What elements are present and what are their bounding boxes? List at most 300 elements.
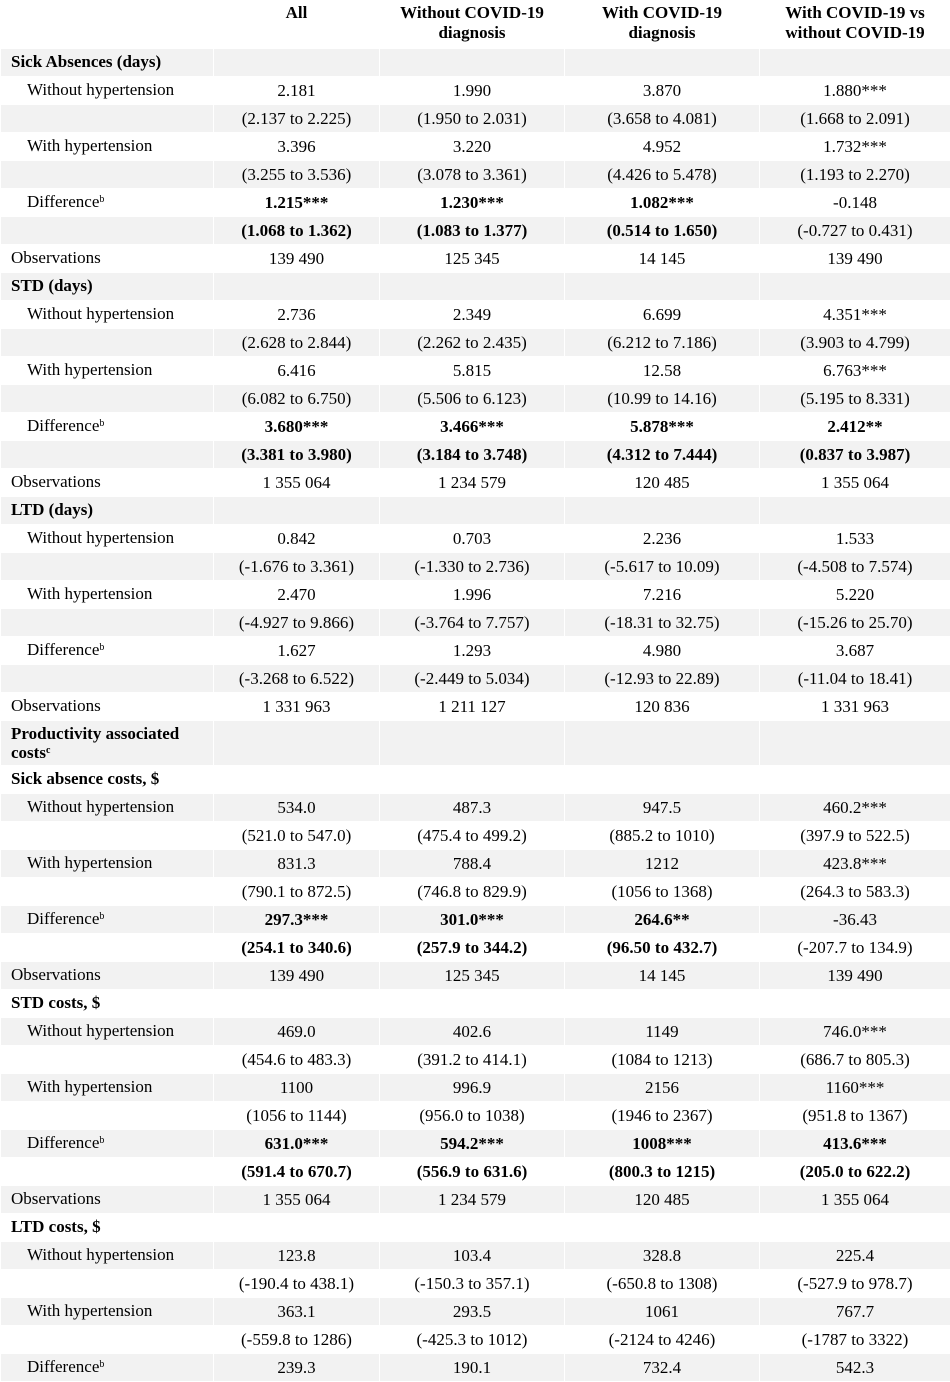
row-label <box>1 1018 214 1046</box>
row-label <box>1 1242 214 1270</box>
value-cell: (3.078 to 3.361) <box>380 161 565 189</box>
value-cell <box>760 273 950 301</box>
value-cell: (391.2 to 414.1) <box>380 1046 565 1074</box>
value-cell <box>565 990 760 1018</box>
table-row <box>1 133 950 161</box>
value-cell: 4.980 <box>565 637 760 665</box>
table-row <box>1 385 950 413</box>
header-row <box>1 1 950 49</box>
value-cell: 139 490 <box>214 245 380 273</box>
value-cell: 103.4 <box>380 1242 565 1270</box>
value-cell: 746.0*** <box>760 1018 950 1046</box>
value-cell: 469.0 <box>214 1018 380 1046</box>
value-cell: (951.8 to 1367) <box>760 1102 950 1130</box>
label-text: Observations <box>11 696 101 715</box>
table-row <box>1 1074 950 1102</box>
label-text: Difference <box>27 1133 99 1152</box>
label-text: Difference <box>27 909 99 928</box>
label-text: With hypertension <box>27 360 152 379</box>
table-row <box>1 665 950 693</box>
section-label <box>1 766 214 794</box>
value-cell: (3.255 to 3.536) <box>214 161 380 189</box>
value-cell: 2156 <box>565 1074 760 1102</box>
value-cell: 487.3 <box>380 794 565 822</box>
ci-label-cell <box>1 1270 214 1298</box>
header-cell-without-covid: Without COVID-19 diagnosis <box>380 1 565 49</box>
value-cell: 1100 <box>214 1074 380 1102</box>
label-text: Difference <box>27 640 99 659</box>
value-cell: (1.193 to 2.270) <box>760 161 950 189</box>
table-row <box>1 1242 950 1270</box>
value-cell: 297.3*** <box>214 906 380 934</box>
value-cell: (-425.3 to 1012) <box>380 1326 565 1354</box>
value-cell: 7.216 <box>565 581 760 609</box>
value-cell: 947.5 <box>565 794 760 822</box>
value-cell: (254.1 to 340.6) <box>214 934 380 962</box>
table-row <box>1 766 950 794</box>
difference-label <box>1 189 214 217</box>
value-cell: (-1787 to 3322) <box>760 1326 950 1354</box>
table-row <box>1 105 950 133</box>
value-cell: 5.878*** <box>565 413 760 441</box>
value-cell: 767.7 <box>760 1298 950 1326</box>
table-row <box>1 609 950 637</box>
ci-label-cell <box>1 553 214 581</box>
value-cell: (-559.8 to 1286) <box>214 1326 380 1354</box>
value-cell: (1.068 to 1.362) <box>214 217 380 245</box>
value-cell: 4.952 <box>565 133 760 161</box>
label-text: With hypertension <box>27 136 152 155</box>
value-cell: (-207.7 to 134.9) <box>760 934 950 962</box>
ci-label-cell <box>1 934 214 962</box>
value-cell: 6.699 <box>565 301 760 329</box>
table-row <box>1 1326 950 1354</box>
value-cell: 631.0*** <box>214 1130 380 1158</box>
value-cell: (-5.617 to 10.09) <box>565 553 760 581</box>
table-row <box>1 469 950 497</box>
value-cell: 788.4 <box>380 850 565 878</box>
value-cell <box>380 1214 565 1242</box>
value-cell: (1.950 to 2.031) <box>380 105 565 133</box>
row-label <box>1 1298 214 1326</box>
value-cell: 3.680*** <box>214 413 380 441</box>
table-row <box>1 301 950 329</box>
value-cell: 6.763*** <box>760 357 950 385</box>
label-text: Difference <box>27 1357 99 1376</box>
table-row <box>1 497 950 525</box>
row-label <box>1 581 214 609</box>
value-cell: (-1.676 to 3.361) <box>214 553 380 581</box>
value-cell: (-3.268 to 6.522) <box>214 665 380 693</box>
table-row <box>1 878 950 906</box>
table-row <box>1 245 950 273</box>
value-cell: (5.506 to 6.123) <box>380 385 565 413</box>
header-cell-comparison: With COVID-19 vs without COVID-19 <box>760 1 950 49</box>
observations-label <box>1 469 214 497</box>
table-row <box>1 1102 950 1130</box>
value-cell: (1056 to 1368) <box>565 878 760 906</box>
value-cell: (0.837 to 3.987) <box>760 441 950 469</box>
value-cell: 1 234 579 <box>380 469 565 497</box>
value-cell: 1.627 <box>214 637 380 665</box>
table-row <box>1 1158 950 1186</box>
value-cell: (956.0 to 1038) <box>380 1102 565 1130</box>
value-cell: (521.0 to 547.0) <box>214 822 380 850</box>
table-row <box>1 637 950 665</box>
table-row <box>1 1270 950 1298</box>
row-label <box>1 357 214 385</box>
ci-label-cell <box>1 329 214 357</box>
value-cell: 831.3 <box>214 850 380 878</box>
value-cell: (5.195 to 8.331) <box>760 385 950 413</box>
value-cell <box>760 766 950 794</box>
value-cell: 2.349 <box>380 301 565 329</box>
value-cell <box>565 721 760 766</box>
label-text: Difference <box>27 416 99 435</box>
value-cell: (-190.4 to 438.1) <box>214 1270 380 1298</box>
table-row <box>1 794 950 822</box>
table-row <box>1 1046 950 1074</box>
table-row <box>1 693 950 721</box>
table-row <box>1 906 950 934</box>
header-cell-all: All <box>214 1 380 49</box>
value-cell: (556.9 to 631.6) <box>380 1158 565 1186</box>
table-row <box>1 850 950 878</box>
value-cell: 125 345 <box>380 245 565 273</box>
value-cell: 534.0 <box>214 794 380 822</box>
value-cell: 5.220 <box>760 581 950 609</box>
value-cell: (-15.26 to 25.70) <box>760 609 950 637</box>
value-cell: 2.470 <box>214 581 380 609</box>
value-cell <box>214 721 380 766</box>
value-cell <box>380 766 565 794</box>
table-row <box>1 1130 950 1158</box>
value-cell: 225.4 <box>760 1242 950 1270</box>
value-cell <box>760 721 950 766</box>
ci-label-cell <box>1 161 214 189</box>
value-cell: (257.9 to 344.2) <box>380 934 565 962</box>
value-cell: 1.082*** <box>565 189 760 217</box>
value-cell: 1 331 963 <box>760 693 950 721</box>
value-cell: 0.703 <box>380 525 565 553</box>
label-text: Sick Absences (days) <box>11 52 161 71</box>
value-cell: 3.396 <box>214 133 380 161</box>
value-cell: (2.262 to 2.435) <box>380 329 565 357</box>
value-cell: (-527.9 to 978.7) <box>760 1270 950 1298</box>
value-cell: (-650.8 to 1308) <box>565 1270 760 1298</box>
value-cell <box>760 49 950 77</box>
label-text: Without hypertension <box>27 1021 174 1040</box>
ci-label-cell <box>1 105 214 133</box>
table-body <box>1 49 950 1382</box>
footnote-marker: b <box>99 1359 104 1370</box>
value-cell: (-4.927 to 9.866) <box>214 609 380 637</box>
label-text: With hypertension <box>27 584 152 603</box>
label-text: With hypertension <box>27 1301 152 1320</box>
value-cell: 14 145 <box>565 962 760 990</box>
value-cell: 2.236 <box>565 525 760 553</box>
value-cell: 1160*** <box>760 1074 950 1102</box>
section-label <box>1 497 214 525</box>
table-row <box>1 217 950 245</box>
value-cell: 120 485 <box>565 1186 760 1214</box>
footnote-marker: c <box>46 745 50 756</box>
value-cell: 413.6*** <box>760 1130 950 1158</box>
ci-label-cell <box>1 1326 214 1354</box>
value-cell: (2.137 to 2.225) <box>214 105 380 133</box>
table-row <box>1 441 950 469</box>
value-cell: (6.212 to 7.186) <box>565 329 760 357</box>
value-cell: -36.43 <box>760 906 950 934</box>
value-cell: (800.3 to 1215) <box>565 1158 760 1186</box>
table-row <box>1 161 950 189</box>
value-cell: (-18.31 to 32.75) <box>565 609 760 637</box>
row-label <box>1 1074 214 1102</box>
value-cell <box>760 497 950 525</box>
label-text: Observations <box>11 1189 101 1208</box>
value-cell: 1.732*** <box>760 133 950 161</box>
value-cell: (264.3 to 583.3) <box>760 878 950 906</box>
difference-label <box>1 413 214 441</box>
value-cell: (-1.330 to 2.736) <box>380 553 565 581</box>
table-row <box>1 329 950 357</box>
table-row <box>1 357 950 385</box>
value-cell: (686.7 to 805.3) <box>760 1046 950 1074</box>
value-cell: 3.870 <box>565 77 760 105</box>
value-cell: 4.351*** <box>760 301 950 329</box>
difference-label <box>1 1130 214 1158</box>
value-cell <box>565 766 760 794</box>
value-cell: 1 211 127 <box>380 693 565 721</box>
value-cell: (1084 to 1213) <box>565 1046 760 1074</box>
table-row <box>1 934 950 962</box>
value-cell: 12.58 <box>565 357 760 385</box>
value-cell: 1 355 064 <box>760 1186 950 1214</box>
table-row <box>1 962 950 990</box>
ci-label-cell <box>1 822 214 850</box>
table-row <box>1 581 950 609</box>
value-cell: (-3.764 to 7.757) <box>380 609 565 637</box>
table-row <box>1 525 950 553</box>
value-cell: 423.8*** <box>760 850 950 878</box>
value-cell: (746.8 to 829.9) <box>380 878 565 906</box>
value-cell <box>565 273 760 301</box>
footnote-marker: b <box>99 911 104 922</box>
value-cell: (3.658 to 4.081) <box>565 105 760 133</box>
ci-label-cell <box>1 217 214 245</box>
value-cell <box>760 1214 950 1242</box>
table-row <box>1 189 950 217</box>
value-cell: (3.184 to 3.748) <box>380 441 565 469</box>
value-cell: 139 490 <box>760 962 950 990</box>
value-cell: 3.466*** <box>380 413 565 441</box>
ci-label-cell <box>1 1102 214 1130</box>
table-row <box>1 1214 950 1242</box>
header-cell-with-covid: With COVID-19 diagnosis <box>565 1 760 49</box>
value-cell: 594.2*** <box>380 1130 565 1158</box>
value-cell: 3.220 <box>380 133 565 161</box>
table-row <box>1 1186 950 1214</box>
value-cell <box>565 1214 760 1242</box>
value-cell: -0.148 <box>760 189 950 217</box>
row-label <box>1 301 214 329</box>
value-cell: 1061 <box>565 1298 760 1326</box>
section-label <box>1 721 214 766</box>
label-text: With hypertension <box>27 1077 152 1096</box>
row-label <box>1 850 214 878</box>
ci-label-cell <box>1 609 214 637</box>
label-text: Without hypertension <box>27 80 174 99</box>
value-cell: (2.628 to 2.844) <box>214 329 380 357</box>
value-cell <box>760 990 950 1018</box>
label-text: Without hypertension <box>27 304 174 323</box>
label-text: Without hypertension <box>27 797 174 816</box>
value-cell: 1 355 064 <box>214 1186 380 1214</box>
value-cell: 2.412** <box>760 413 950 441</box>
table-row <box>1 1018 950 1046</box>
difference-label <box>1 906 214 934</box>
value-cell: 2.181 <box>214 77 380 105</box>
value-cell <box>380 273 565 301</box>
label-text: Observations <box>11 248 101 267</box>
value-cell <box>214 497 380 525</box>
table-row <box>1 49 950 77</box>
value-cell: 139 490 <box>760 245 950 273</box>
ci-label-cell <box>1 665 214 693</box>
value-cell: (454.6 to 483.3) <box>214 1046 380 1074</box>
value-cell: 460.2*** <box>760 794 950 822</box>
value-cell: 1.990 <box>380 77 565 105</box>
row-label <box>1 525 214 553</box>
value-cell: 402.6 <box>380 1018 565 1046</box>
value-cell: 123.8 <box>214 1242 380 1270</box>
value-cell <box>380 49 565 77</box>
table-row <box>1 77 950 105</box>
value-cell: 1 331 963 <box>214 693 380 721</box>
value-cell: (591.4 to 670.7) <box>214 1158 380 1186</box>
value-cell: 1149 <box>565 1018 760 1046</box>
table-row <box>1 273 950 301</box>
value-cell: (1.668 to 2.091) <box>760 105 950 133</box>
value-cell: (4.312 to 7.444) <box>565 441 760 469</box>
value-cell: (-2.449 to 5.034) <box>380 665 565 693</box>
value-cell <box>565 497 760 525</box>
value-cell: 5.815 <box>380 357 565 385</box>
value-cell <box>380 990 565 1018</box>
row-label <box>1 794 214 822</box>
value-cell: (885.2 to 1010) <box>565 822 760 850</box>
value-cell: (3.903 to 4.799) <box>760 329 950 357</box>
value-cell: 996.9 <box>380 1074 565 1102</box>
label-text: STD costs, $ <box>11 993 100 1012</box>
value-cell: 264.6** <box>565 906 760 934</box>
label-text: Without hypertension <box>27 1245 174 1264</box>
row-label <box>1 133 214 161</box>
value-cell: 1.533 <box>760 525 950 553</box>
value-cell: 1008*** <box>565 1130 760 1158</box>
value-cell <box>214 273 380 301</box>
value-cell <box>380 497 565 525</box>
value-cell: (205.0 to 622.2) <box>760 1158 950 1186</box>
section-label <box>1 49 214 77</box>
value-cell: 542.3 <box>760 1354 950 1382</box>
value-cell: (96.50 to 432.7) <box>565 934 760 962</box>
value-cell: (-12.93 to 22.89) <box>565 665 760 693</box>
value-cell: 1 234 579 <box>380 1186 565 1214</box>
label-text: STD (days) <box>11 276 93 295</box>
value-cell: (-4.508 to 7.574) <box>760 553 950 581</box>
table-row <box>1 553 950 581</box>
value-cell <box>214 1214 380 1242</box>
label-text: Observations <box>11 965 101 984</box>
value-cell: (-2124 to 4246) <box>565 1326 760 1354</box>
label-text: Without hypertension <box>27 528 174 547</box>
row-label <box>1 77 214 105</box>
value-cell: (1056 to 1144) <box>214 1102 380 1130</box>
value-cell: 3.687 <box>760 637 950 665</box>
value-cell: 363.1 <box>214 1298 380 1326</box>
ci-label-cell <box>1 1046 214 1074</box>
value-cell: (10.99 to 14.16) <box>565 385 760 413</box>
table-row <box>1 822 950 850</box>
value-cell: 1.996 <box>380 581 565 609</box>
value-cell: (790.1 to 872.5) <box>214 878 380 906</box>
value-cell: 14 145 <box>565 245 760 273</box>
value-cell: (-11.04 to 18.41) <box>760 665 950 693</box>
value-cell: (1.083 to 1.377) <box>380 217 565 245</box>
footnote-marker: b <box>99 194 104 205</box>
ci-label-cell <box>1 1158 214 1186</box>
value-cell <box>565 49 760 77</box>
table-row <box>1 990 950 1018</box>
value-cell: (0.514 to 1.650) <box>565 217 760 245</box>
ci-label-cell <box>1 385 214 413</box>
ci-label-cell <box>1 441 214 469</box>
section-label <box>1 990 214 1018</box>
table-row <box>1 1354 950 1382</box>
label-text: Productivity associated costs <box>11 724 179 762</box>
table-row <box>1 721 950 766</box>
label-text: Difference <box>27 192 99 211</box>
value-cell: 293.5 <box>380 1298 565 1326</box>
table-row <box>1 1298 950 1326</box>
value-cell: 139 490 <box>214 962 380 990</box>
value-cell <box>214 766 380 794</box>
difference-label <box>1 1354 214 1382</box>
value-cell: 328.8 <box>565 1242 760 1270</box>
table-row <box>1 413 950 441</box>
observations-label <box>1 962 214 990</box>
value-cell: (4.426 to 5.478) <box>565 161 760 189</box>
header-cell-blank <box>1 1 214 49</box>
label-text: LTD (days) <box>11 500 93 519</box>
value-cell <box>214 49 380 77</box>
footnote-marker: b <box>99 1135 104 1146</box>
value-cell <box>214 990 380 1018</box>
observations-label <box>1 245 214 273</box>
label-text: With hypertension <box>27 853 152 872</box>
value-cell: 1 355 064 <box>760 469 950 497</box>
footnote-marker: b <box>99 642 104 653</box>
value-cell: 301.0*** <box>380 906 565 934</box>
value-cell: (-150.3 to 357.1) <box>380 1270 565 1298</box>
value-cell: (397.9 to 522.5) <box>760 822 950 850</box>
label-text: Sick absence costs, $ <box>11 769 159 788</box>
value-cell: 6.416 <box>214 357 380 385</box>
value-cell: 239.3 <box>214 1354 380 1382</box>
label-text: LTD costs, $ <box>11 1217 101 1236</box>
observations-label <box>1 1186 214 1214</box>
